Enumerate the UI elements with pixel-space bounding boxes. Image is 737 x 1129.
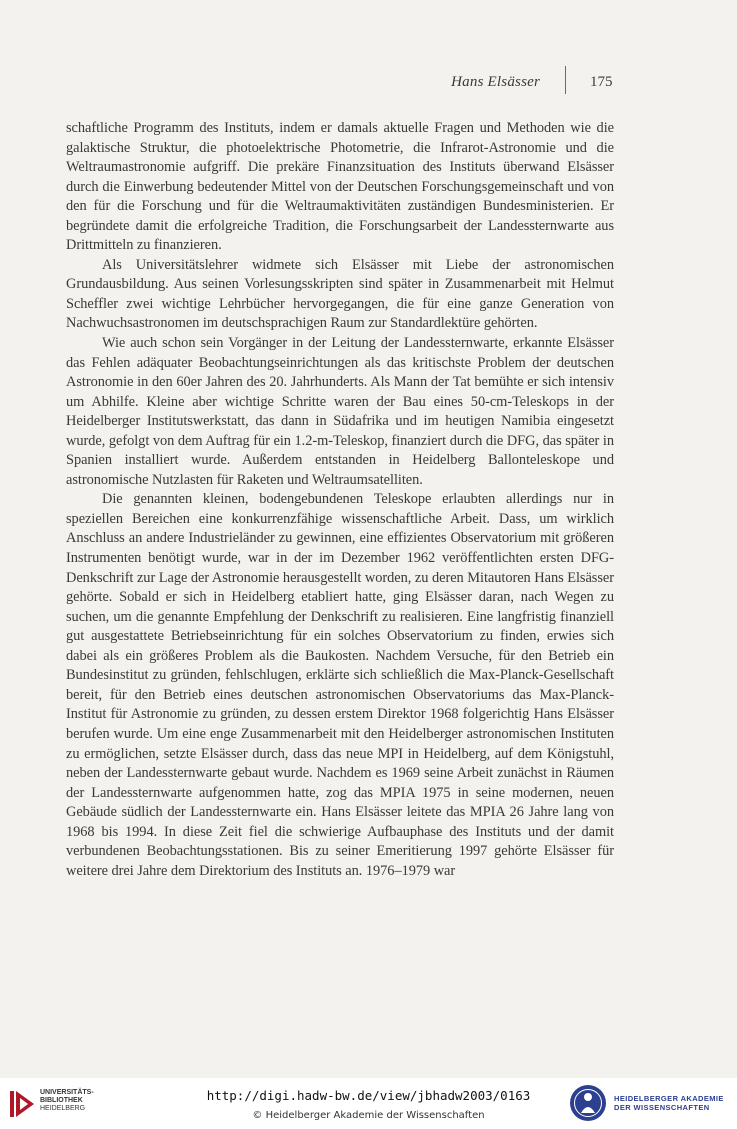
academy-name [614, 1094, 724, 1112]
running-head-divider [565, 66, 566, 94]
paragraph-4: Die genannten kleinen, bodengebundenen Teleskope erlaubten allerdings nur in speziellen Bereichen eine konkurrenzfähige wissenschaftliche Arbeit. Dass, um wirklich Anschluss an andere Industrieländer zu gewinnen, eine effizientes Observatorium mit größeren Instrumenten benötigt wurde, war in der im Dezember 1962 veröffentlichten ersten DFG-Denkschrift zur Lage der Astronomie herausgestellt worden, zu deren Mitautoren Hans Elsässer gehörte. Sobald er sich in Heidelberg etabliert hatte, ging Elsässer daran, nach Wegen zu suchen, um die genannte Empfehlung der Denkschrift zu realisieren. Eine langfristig finanziell gut ausgestattete Betriebseinrichtung für ein solches Observatorium zu finden, erwies sich dabei als ein größeres Problem als die Baukosten. Nachdem Versuche, für den Betrieb ein Bundesinstitut zu gründen, fehlschlugen, erklärte sich schließlich die Max-Planck-Gesellschaft bereit, für den Betrieb eines deutschen astronomischen Observatoriums das Max-Planck-Institut für Astronomie zu gründen, zu dessen erstem Direktor 1968 folgerichtig Hans Elsässer berufen wurde. Um eine enge Zusammenarbeit mit den Heidelberger astronomischen Instituten zu ermöglichen, setzte Elsässer durch, dass das neue MPI in Heidelberg, auf dem Königstuhl, neben der Landessternwarte gebaut wurde. Nachdem es 1969 seine Arbeit zunächst in Räumen der Landessternwarte aufgenommen hatte, zog das MPIA 1975 in seine modernen, neuen Gebäude südlich der Landessternwarte ein. Hans Elsässer leitete das MPIA 26 Jahre lang von 1968 bis 1994. In diese Zeit fiel die schwierige Aufbauphase des Instituts und der damit verbundenen Beobachtungsstationen. Bis zu seiner Emeritierung 1997 gehörte Elsässer für weitere drei Jahre dem Direktorium des Instituts an. 1976–1979 war [66, 491, 614, 879]
academy-line-2: DER WISSENSCHAFTEN [614, 1103, 710, 1112]
ub-line-3: HEIDELBERG [40, 1105, 86, 1112]
running-head [0, 74, 737, 96]
body-text [66, 119, 614, 881]
ub-line-1: UNIVERSITÄTS- [40, 1089, 94, 1096]
academy-seal-icon [568, 1083, 608, 1123]
paragraph-3: Wie auch schon sein Vorgänger in der Leitung der Landessternwarte, erkannte Elsässer das Fehlen adäquater Beobachtungseinrichtungen als das kritischste Problem der deutschen Astronomie in den 60er Jahren des 20. Jahrhunderts. Als Mann der Tat bemühte er sich intensiv um Abhilfe. Kleine aber wichtige Schritte waren der Bau eines 50-cm-Teleskops in der Heidelberger Institutswerkstatt, das dann in Südafrika und im heutigen Namibia eingesetzt wurde, gefolgt von dem Auftrag für ein 1.2-m-Teleskop, finanziert durch die DFG, das später in Spanien installiert wurde. Außerdem entstanden in Heidelberg Ballonteleskope und astronomische Nutzlasten für Raketen und Weltraumsatelliten. [66, 335, 614, 488]
paragraph-1: schaftliche Programm des Instituts, indem er damals aktuelle Fragen und Methoden wie die galaktische Struktur, die photoelektrische Photometrie, die Infrarot-Astronomie und die Weltraumastronomie aufgriff. Die prekäre Finanzsituation des Instituts überwand Elsässer durch die Einwerbung bedeutender Mittel von der Deutschen Forschungsgemeinschaft und von den für die Forschung und für die Weltraumaktivitäten zuständigen Bundesministerien. Er begründete damit die erfolgreiche Tradition, die Forschungsarbeit der Landessternwarte aus Drittmitteln zu finanzieren. [66, 120, 614, 254]
paragraph-2: Als Universitätslehrer widmete sich Elsässer mit Liebe der astronomischen Grundausbildung. Aus seinen Vorlesungsskripten sind später in Zusammenarbeit mit Helmut Scheffler zwei wichtige Lehrbücher hervorgegangen, die für eine ganze Generation von Nachwuchsastronomen im deutschsprachigen Raum zur Standardlektüre gehörten. [66, 256, 614, 332]
page-number: 175 [590, 74, 613, 90]
running-head-author: Hans Elsässer [451, 74, 540, 90]
academy-line-1: HEIDELBERGER AKADEMIE [614, 1094, 724, 1103]
permalink-url[interactable]: http://digi.hadw-bw.de/view/jbhadw2003/0163 [206, 1088, 531, 1103]
ub-line-2: BIBLIOTHEK [40, 1097, 83, 1104]
copyright-notice: © Heidelberger Akademie der Wissenschaften [252, 1110, 485, 1121]
digitization-footer [0, 1078, 737, 1129]
